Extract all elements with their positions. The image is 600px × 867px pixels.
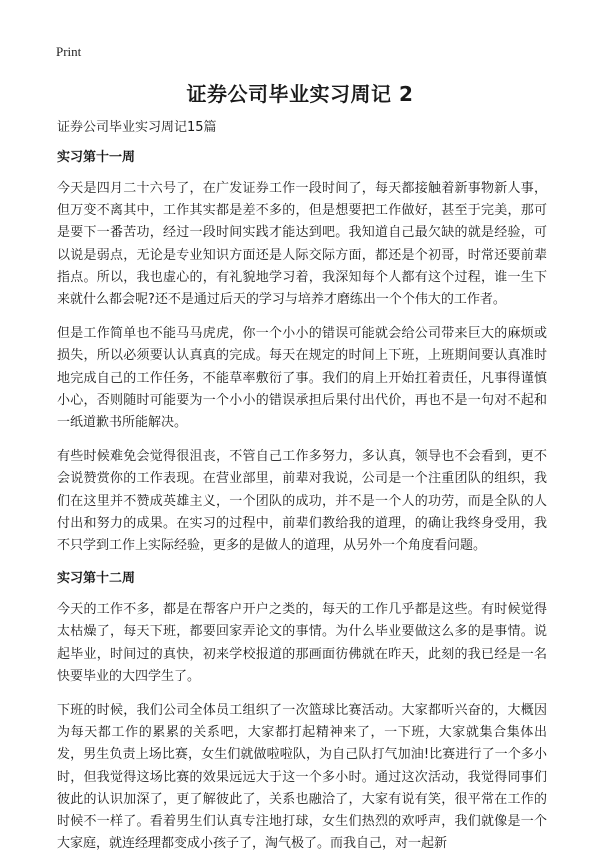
paragraph: 有些时候难免会觉得很沮丧，不管自己工作多努力，多认真，领导也不会看到，更不会说赞赏你的工作表现。在营业部里，前辈对我说，公司是一个注重团队的组织，我们在这里并不赞成英雄主义，一个团队的成功，并不是一个人的功劳，而是全队的人付出和努力的成果。在实习的过程中，前辈们教给我的道理，的确让我终身受用，我不只学到工作上实际经验，更多的是做人的道理，从另外一个角度看问题。 — [57, 449, 547, 554]
section-heading-week-11: 实习第十一周 — [57, 150, 136, 165]
document-subtitle: 证券公司毕业实习周记15篇 — [57, 120, 217, 135]
document-body — [57, 118, 547, 867]
paragraph: 但是工作简单也不能马马虎虎，你一个小小的错误可能就会给公司带来巨大的麻烦或损失，所以必须要认认真真的完成。每天在规定的时间上下班，上班期间要认真准时地完成自己的工作任务，不能草率敷衍了事。我们的肩上开始扛着责任，凡事得谨慎小心，否则随时可能要为一个小小的错误承担后果付出代价，再也不是一句对不起和一纸道歉书所能解决。 — [57, 326, 547, 431]
paragraph: 今天的工作不多，都是在帮客户开户之类的，每天的工作几乎都是这些。有时候觉得太枯燥了，每天下班，都要回家弄论文的事情。为什么毕业要做这么多的是事情。说起毕业，时间过的真快，初来学校报道的那画面彷佛就在昨天，此刻的我已经是一名快要毕业的大四学生了。 — [57, 602, 547, 684]
paragraph: 今天是四月二十六号了，在广发证券工作一段时间了，每天都接触着新事物新人事，但万变不离其中，工作其实都是差不多的，但是想要把工作做好，甚至于完美，那可是要下一番苦功，经过一段时间实践才能达到吧。我知道自己最欠缺的就是经验，可以说是弱点，无论是专业知识方面还是人际交际方面，都还是个初哥，时常还要前辈指点。所以，我也虚心的，有礼貌地学习着，我深知每个人都有这个过程，谁一生下来就什么都会呢?还不是通过后天的学习与培养才磨练出一个个伟大的工作者。 — [57, 181, 547, 308]
page-title: 证券公司毕业实习周记 2 — [186, 82, 414, 106]
section-heading-week-12: 实习第十二周 — [57, 571, 136, 587]
paragraph: 下班的时候，我们公司全体员工组织了一次篮球比赛活动。大家都听兴奋的，大概因为每天都工作的累累的关系吧，大家都打起精神来了，一下班，大家就集合集体出发，男生负责上场比赛，女生们就做啦啦队，为自己队打气加油!比赛进行了一个多小时，但我觉得这场比赛的效果远远大于这一个多小时。通过这次活动，我觉得同事们彼此的认识加深了，更了解彼此了，关系也融洽了，大家有说有笑，很平常在工作的时候不一样了。看着男生们认真专注地打球，女生们热烈的欢呼声，我们就像是一个大家庭，就连经理都变成小孩子了，淘气极了。而我自己，对一起新 — [57, 703, 547, 852]
print-link[interactable]: Print — [56, 44, 82, 59]
